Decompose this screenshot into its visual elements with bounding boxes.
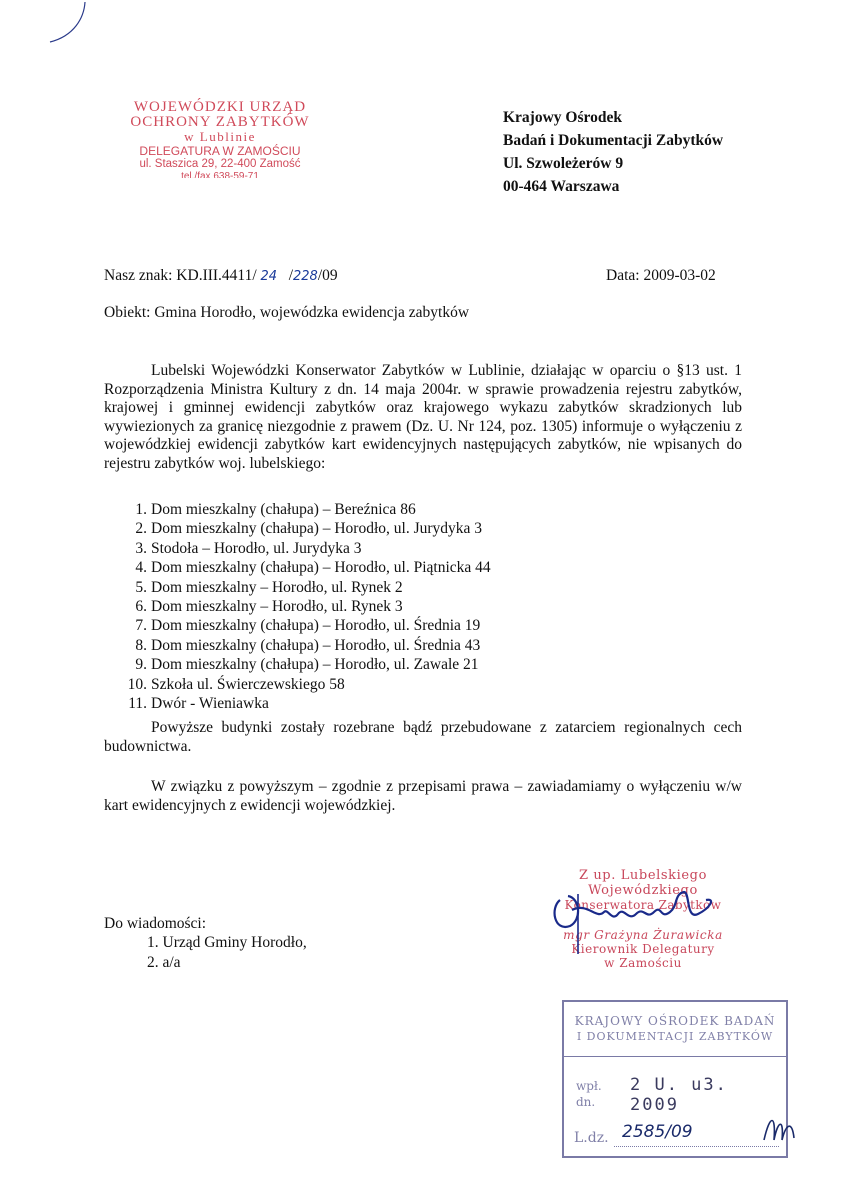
list-item-text: Dom mieszkalny (chałupa) – Horodło, ul. Średnia 19 xyxy=(151,617,481,635)
pen-mark xyxy=(40,0,100,50)
list-item xyxy=(104,655,744,674)
reference-number: Nasz znak: KD.III.4411/ 24 /228/09 xyxy=(104,267,338,284)
sender-stamp-line4: DELEGATURA W ZAMOŚCIU xyxy=(139,144,301,158)
sender-stamp-line6: tel./fax 638-59-71 xyxy=(181,171,259,178)
sender-stamp-line3: w Lublinie xyxy=(184,129,256,144)
list-item-number: 10. xyxy=(127,675,147,693)
signature-stamp-line2: Konserwatora Zabytków xyxy=(564,898,722,912)
addressee-line1: Krajowy Ośrodek xyxy=(503,109,622,126)
sender-stamp-line5: ul. Staszica 29, 22-400 Zamość xyxy=(139,158,301,170)
list-item xyxy=(104,616,744,635)
cc-title: Do wiadomości: xyxy=(104,915,207,932)
reference-suffix: /09 xyxy=(317,267,338,284)
sender-stamp xyxy=(100,100,340,178)
list-item-text: Dom mieszkalny (chałupa) – Bereźnica 86 xyxy=(151,501,416,518)
list-item-number: 7. xyxy=(135,617,147,635)
receipt-wpl-label: wpł. xyxy=(576,1079,602,1093)
list-item xyxy=(104,558,744,577)
subject-line: Obiekt: Gmina Horodło, wojewódzka ewidencja zabytków xyxy=(104,304,470,321)
list-item-number: 8. xyxy=(135,636,147,654)
cc-item: 2. a/a xyxy=(147,954,181,971)
notice-paragraph: W związku z powyższym – zgodnie z przepisami prawa – zawiadamiamy o wyłączeniu w/w kart ewidencyjnych z ewidencji wojewódzkiej. xyxy=(104,778,742,814)
list-item xyxy=(104,500,744,519)
receipt-dn-label: dn. xyxy=(576,1095,596,1109)
cc-list xyxy=(147,933,307,973)
addressee-line3: Ul. Szwoleżerów 9 xyxy=(503,155,624,172)
list-item-number: 2. xyxy=(135,520,147,538)
list-item-text: Dom mieszkalny (chałupa) – Horodło, ul. Zawale 21 xyxy=(151,656,479,674)
list-item-number: 11. xyxy=(128,695,147,713)
list-item-number: 4. xyxy=(135,559,147,577)
list-item-text: Dwór - Wieniawka xyxy=(151,695,269,713)
list-item-text: Dom mieszkalny – Horodło, ul. Rynek 2 xyxy=(151,578,403,596)
list-item xyxy=(104,675,744,694)
list-item-text: Szkoła ul. Świerczewskiego 58 xyxy=(151,675,345,693)
list-item xyxy=(104,597,744,616)
sender-stamp-line2: OCHRONY ZABYTKÓW xyxy=(130,114,310,130)
list-item xyxy=(104,694,744,713)
list-item-text: Dom mieszkalny (chałupa) – Horodło, ul. Jurydyka 3 xyxy=(151,520,483,538)
list-item xyxy=(104,539,744,558)
reference-label: Nasz znak: KD.III.4411/ xyxy=(104,267,257,284)
list-item-text: Dom mieszkalny (chałupa) – Horodło, ul. Średnia 43 xyxy=(151,636,481,654)
list-item-text: Stodoła – Horodło, ul. Jurydyka 3 xyxy=(151,539,362,557)
receipt-stamp-divider xyxy=(564,1056,786,1057)
list-item-number: 9. xyxy=(135,656,147,674)
handwritten-initials xyxy=(760,1110,800,1150)
reference-handwritten-1: 24 xyxy=(260,269,278,284)
reference-handwritten-2: 228 xyxy=(293,269,318,284)
addressee-line4: 00-464 Warszawa xyxy=(503,178,620,195)
list-item-number: 5. xyxy=(135,578,147,596)
list-item-number: 3. xyxy=(135,539,147,557)
receipt-ldz-label: L.dz. xyxy=(574,1130,609,1146)
main-paragraph: Lubelski Wojewódzki Konserwator Zabytków w Lublinie, działając w oparciu o §13 ust. 1 Rozporządzenia Ministra Kultury z dn. 14 maja 2004r. w sprawie prowadzenia rejestru zabytków, krajowej i gminnej ewidencji zabytków oraz krajowego wykazu zabytków skradzionych lub wywiezionych za granicę niezgodnie z prawem (Dz. U. Nr 124, poz. 1305) informuje o wyłączeniu z wojewódzkiej ewidencji zabytków kart ewidencyjnych następujących zabytków, nie wpisanych do rejestru zabytków woj. lubelskiego: xyxy=(104,362,742,472)
addressee-block xyxy=(503,106,723,198)
signature-stamp-line5: w Zamościu xyxy=(604,956,682,970)
receipt-ldz-number: 2585/09 xyxy=(622,1122,693,1142)
list-item xyxy=(104,636,744,655)
receipt-stamp-line2: I DOKUMENTACJI ZABYTKÓW xyxy=(576,1030,774,1043)
addressee-line2: Badań i Dokumentacji Zabytków xyxy=(503,132,724,149)
list-item-text: Dom mieszkalny (chałupa) – Horodło, ul. Piątnicka 44 xyxy=(151,559,491,577)
receipt-stamp-line1: KRAJOWY OŚRODEK BADAŃ xyxy=(574,1014,776,1028)
document-date: Data: 2009-03-02 xyxy=(606,267,716,284)
receipt-stamp-date: 2 U. u3. 2009 xyxy=(630,1075,728,1115)
cc-item: 1. Urząd Gminy Horodło, xyxy=(147,934,307,951)
list-item-number: 1. xyxy=(135,501,147,518)
summary-paragraph: Powyższe budynki zostały rozebrane bądź przebudowane z zatarciem regionalnych cech budownictwa. xyxy=(104,719,742,755)
handwritten-signature xyxy=(548,880,738,960)
list-item xyxy=(104,578,744,597)
signature-stamp-line3: mgr Grażyna Żurawicka xyxy=(563,928,723,942)
signature-stamp-line4: Kierownik Delegatury xyxy=(571,942,715,956)
monument-list xyxy=(104,500,744,713)
list-item-number: 6. xyxy=(135,598,147,616)
receipt-stamp xyxy=(562,1000,788,1158)
list-item-text: Dom mieszkalny – Horodło, ul. Rynek 3 xyxy=(151,598,403,616)
signature-stamp-line1: Z up. Lubelskiego Wojewódzkiego xyxy=(578,868,708,898)
receipt-stamp-received-label xyxy=(576,1078,602,1110)
sender-stamp-line1: WOJEWÓDZKI URZĄD xyxy=(133,99,307,115)
list-item xyxy=(104,519,744,538)
